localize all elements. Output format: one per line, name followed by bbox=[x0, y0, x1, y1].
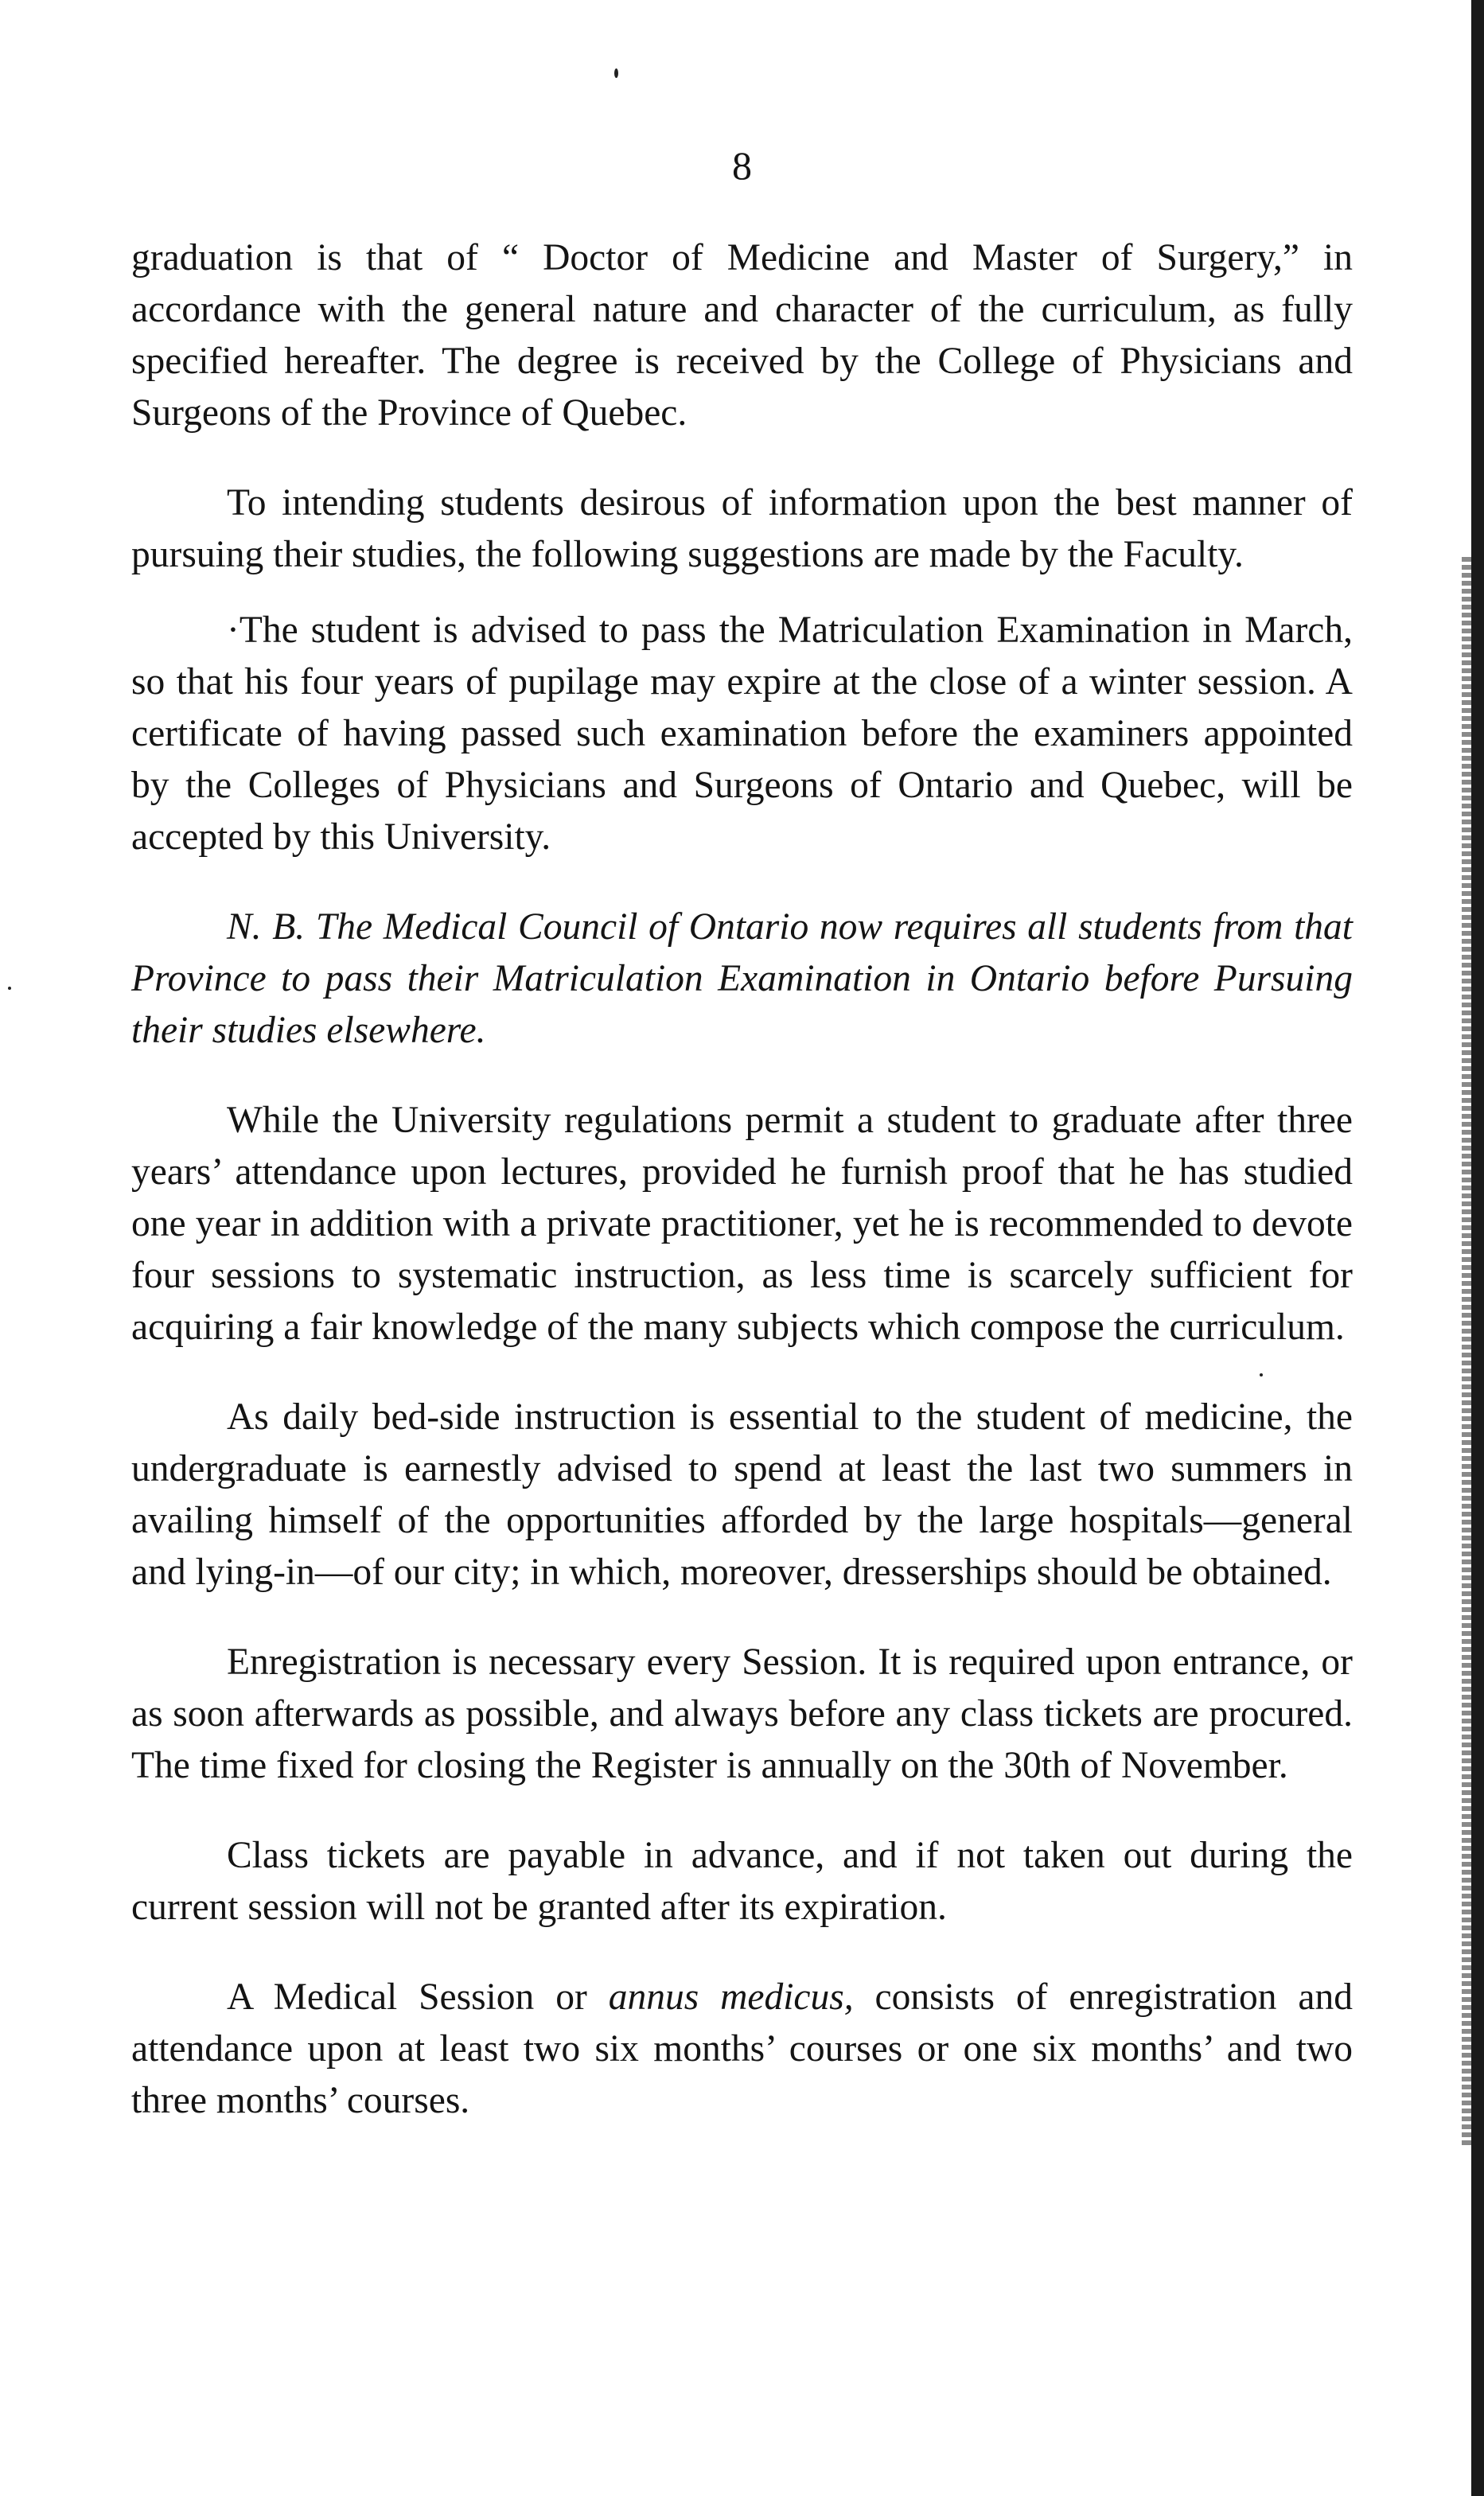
medical-session-text-end: consists of enregistration and attendance upon at least two six months’ courses or one six months’ and two three months’ courses. bbox=[131, 1976, 1353, 2121]
paragraph-sessions: While the University regulations permit a student to graduate after three years’ attendance upon lectures, provided he furnish proof that he has studied one year in addition with a private practitioner, yet he is recommended to devote four sessions to systematic instruction, as less time is scarcely sufficient for acquiring a fair knowledge of the many subjects which compose the curriculum. bbox=[131, 1100, 1353, 1348]
document-body bbox=[131, 232, 1353, 2151]
paragraph-enregistration: Enregistration is necessary every Session. It is required upon entrance, or as soon afterwards as possible, and always before any class tickets are procured. The time fixed for closing the Register is annually on the 30th of November. bbox=[131, 1641, 1353, 1786]
paragraph-degree: graduation is that of “ Doctor of Medicine and Master of Surgery,” in accordance with the general nature and character of the curriculum, as fully specified hereafter. The degree is received by the College of Physicians and Surgeons of the Province of Quebec. bbox=[131, 237, 1353, 434]
page-binding-edge bbox=[1471, 0, 1484, 2496]
paragraph-medical-session bbox=[131, 1972, 1353, 2127]
paragraph-matriculation: ·The student is advised to pass the Matriculation Examination in March, so that his four years of pupilage may expire at the close of a winter session. A certificate of having passed such examination before the examiners appointed by the Colleges of Physicians and Surgeons of Ontario and Quebec, will be accepted by this University. bbox=[131, 609, 1353, 858]
paragraph-suggestions: To intending students desirous of information upon the best manner of pursuing their studies, the following suggestions are made by the Faculty. bbox=[131, 482, 1353, 575]
page-edge-texture bbox=[1462, 557, 1471, 2148]
paragraph-nota-bene: N. B. The Medical Council of Ontario now requires all students from that Province to pass their Matriculation Examination in Ontario before Pursuing their studies elsewhere. bbox=[131, 906, 1353, 1051]
paragraph-class-tickets: Class tickets are payable in advance, and if not taken out during the current session will not be granted after its expiration. bbox=[131, 1835, 1353, 1928]
scan-speck bbox=[614, 68, 618, 78]
medical-session-text-start: A Medical Session or bbox=[227, 1976, 609, 2018]
page-number: 8 bbox=[732, 143, 752, 188]
paragraph-bedside-instruction: As daily bed-side instruction is essential to the student of medicine, the undergraduate is earnestly advised to spend at least the last two summers in availing himself of the opportunities afforded by the large hospitals—general and lying-in—of our city; in which, moreover, dresserships should be obtained. bbox=[131, 1396, 1353, 1593]
scan-speck bbox=[8, 987, 11, 990]
annus-medicus-term: annus medicus, bbox=[608, 1976, 854, 2018]
